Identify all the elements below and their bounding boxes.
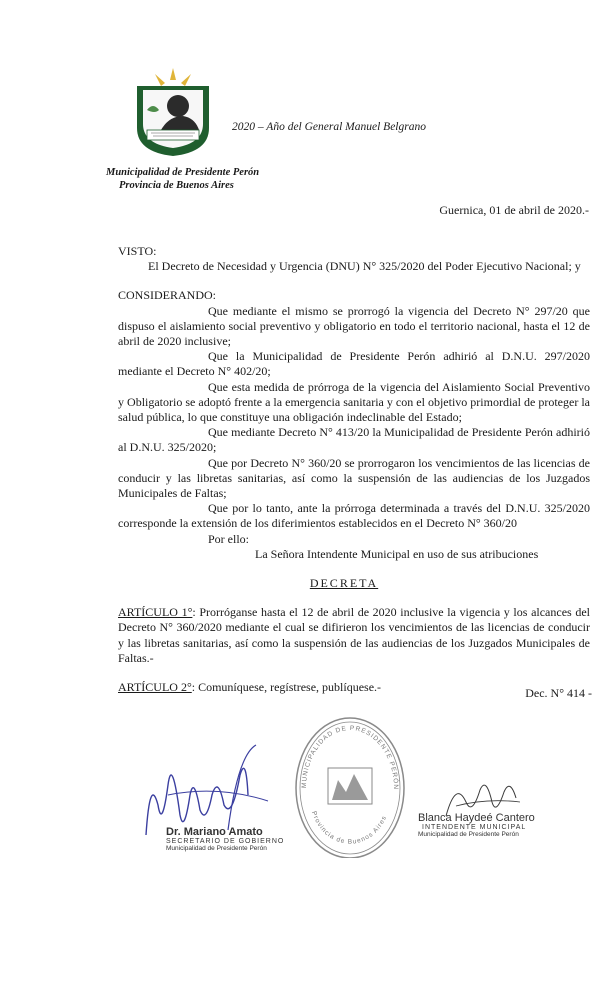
visto-text: El Decreto de Necesidad y Urgencia (DNU) N° 325/2020 del Poder Ejecutivo Nacional; y <box>148 259 581 274</box>
considerando-paragraph: Que esta medida de prórroga de la vigencia del Aislamiento Social Preventivo y Obligatorio se adoptó frente a la emergencia sanitaria y con el objetivo primordial de proteger la salud pública, lo que constituye una obligación indeclinable del Estado; <box>118 379 590 425</box>
decree-number: Dec. N° 414 - <box>525 686 592 700</box>
municipal-coat-of-arms <box>133 66 213 158</box>
considerando-paragraph: Que por Decreto N° 360/20 se prorrogaron los vencimientos de las licencias de conducir y las libretas sanitarias, así como la suspensión de las audiencias de los Juzgados Municipales de Faltas; <box>118 455 590 501</box>
signature-left-role: SECRETARIO DE GOBIERNO <box>166 838 285 845</box>
considerando-paragraph: Que por lo tanto, ante la prórroga determinada a través del D.N.U. 325/2020 corresponde la extensión de los diferimientos establecidos en el Decreto N° 360/20 <box>118 501 590 531</box>
decree-body <box>118 244 590 695</box>
article-2-text: : Comuníquese, regístrese, publíquese.- <box>191 680 382 695</box>
article-1 <box>118 605 590 666</box>
signature-right-name: Blanca Haydeé Cantero <box>418 812 535 824</box>
date-line: Guernica, 01 de abril de 2020.- <box>439 203 589 217</box>
visto-heading: VISTO: <box>118 244 157 258</box>
municipality-name: Municipalidad de Presidente Perón <box>106 167 260 178</box>
intendente-line: La Señora Intendente Municipal en uso de sus atribuciones <box>255 546 539 561</box>
province-name: Provincia de Buenos Aires <box>119 180 234 191</box>
decreta-heading: DECRETA <box>309 576 379 591</box>
article-1-label: ARTÍCULO 1° <box>118 605 193 620</box>
article-2 <box>118 680 590 695</box>
svg-text:Provincia de Buenos Aires <box>310 810 388 845</box>
signature-right-org: Municipalidad de Presidente Perón <box>418 831 519 838</box>
signature-left-name: Dr. Mariano Amato <box>166 826 263 838</box>
article-1-text: : Prorróganse hasta el 12 de abril de 2020 inclusive la vigencia y los alcances del Decreto N° 360/2020 mediante el cual se difirieron los vencimientos de las licencias de conducir y las libretas sanitarias, así como la suspensión de las audiencias de los Juzgados Municipales de Faltas.- <box>118 605 590 665</box>
considerando-heading: CONSIDERANDO: <box>118 288 217 303</box>
year-motto: 2020 – Año del General Manuel Belgrano <box>232 121 426 133</box>
considerando-paragraph: Que mediante Decreto N° 413/20 la Municipalidad de Presidente Perón adhirió al D.N.U. 325/2020; <box>118 425 590 455</box>
considerando-paragraph: Que mediante el mismo se prorrogó la vigencia del Decreto N° 297/20 que dispuso el aislamiento social preventivo y obligatorio en todo el territorio nacional, hasta el 12 de abril de 2020 inclusive; <box>118 303 590 349</box>
stamp-bottom-text: Provincia de Buenos Aires <box>310 810 389 846</box>
signature-right-role: INTENDENTE MUNICIPAL <box>422 824 527 831</box>
signature-right-block <box>418 812 535 838</box>
stamp-top-text: MUNICIPALIDAD DE PRESIDENTE PERÓN <box>300 724 400 791</box>
municipal-stamp <box>290 708 410 858</box>
signature-left-org: Municipalidad de Presidente Perón <box>166 845 267 852</box>
article-2-label: ARTÍCULO 2° <box>118 680 192 695</box>
por-ello: Por ello: <box>208 531 249 546</box>
considerando-paragraph: Que la Municipalidad de Presidente Perón adhirió al D.N.U. 297/2020 mediante el Decreto N° 402/20; <box>118 349 590 379</box>
signature-left-block <box>166 826 284 852</box>
